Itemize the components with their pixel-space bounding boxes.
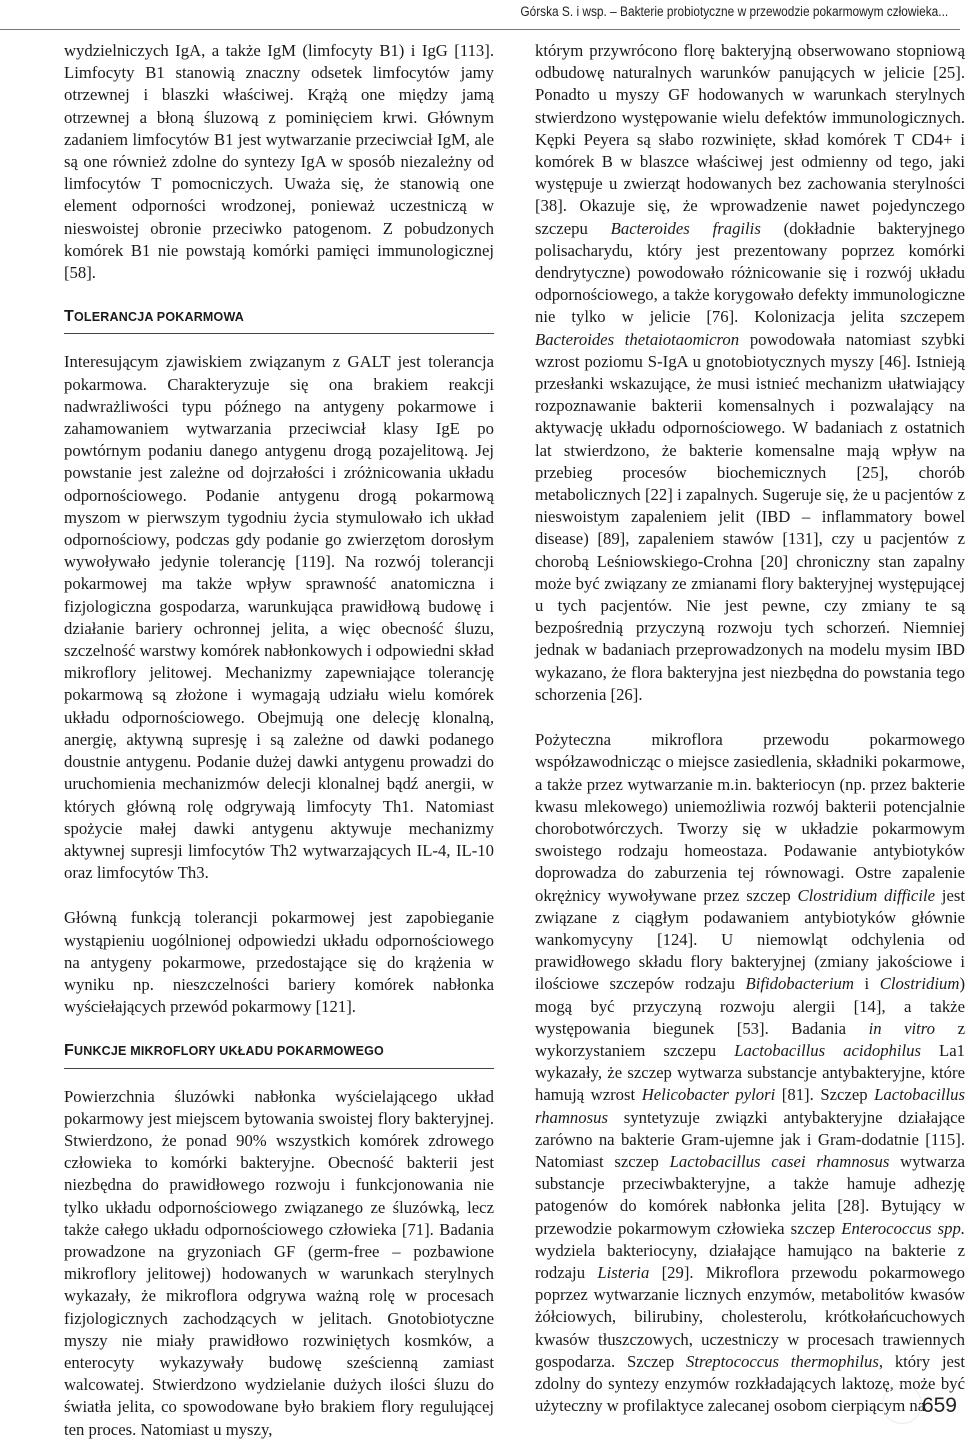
page-number: 659 xyxy=(921,1394,957,1417)
paragraph: Pożyteczna mikroflora przewodu pokarmowego współzawodnicząc o miejsce zasiedlenia, składniki pokarmowe, a także przez wytwarzanie m.in. bakteriocyn (np. przez bakterie kwasu mlekowego) uniemożliwia rozwój bakterii potencjalnie chorobotwórczych. Tworzy się w układzie pokarmowym swoistego rodzaju homeostaza. Podawanie antybiotyków doprowadza do zaburzenia tej równowagi. Ostre zapalenie okrężnicy wywoływane przez szczep Clostridium difficile jest związane z ciągłym podawaniem antybiotyków głównie wankomycyny [124]. U niemowląt odchylenia od prawidłowego składu flory bakteryjnej (zmiany jakościowe i ilościowe szczepów rodzaju Bifidobacterium i Clostridium) mogą być przyczyną rozwoju alergii [14], a także występowania biegunek [53]. Badania in vitro z wykorzystaniem szczepu Lactobacillus acidophilus La1 wykazały, że szczep wytwarza substancje antybakteryjne, które hamują wzrost Helicobacter pylori [81]. Szczep Lactobacillus rhamnosus syntetyzuje związki antybakteryjne działające zarówno na bakterie Gram-ujemne jak i Gram-dodatnie [115]. Natomiast szczep Lactobacillus casei rhamnosus wytwarza substancje przeciwbakteryjne, a także hamuje adhezję patogenów do komórek nabłonka jelita [28]. Bytujący w przewodzie pokarmowym człowieka szczep Enterococcus spp. wydziela bakteriocyny, działające hamująco na bakterie z rodzaju Listeria [29]. Mikroflora przewodu pokarmowego poprzez wytwarzanie licznych enzymów, metabolitów kwasów żółciowych, bilirubiny, cholesterolu, krótkołańcuchowych kwasów tłuszczowych, uczestniczy w procesach trawiennych gospodarza. Szczep Streptococcus thermophilus, który jest zdolny do syntezy enzymów rozkładających laktozę, może być użyteczny w profilaktyce zalecanej osobom cierpiącym na xyxy=(535,730,965,1416)
header-rule xyxy=(0,29,960,30)
paragraph: Powierzchnia śluzówki nabłonka wyścielającego układ pokarmowy jest miejscem bytowania swoistej flory bakteryjnej. Stwierdzono, że ponad 90% wszystkich komórek zdrowego człowieka to komórki bakteryjne. Obecność bakterii jest niezbędna do prawidłowego rozwoju i funkcjonowania nie tylko układu odpornościowego związanego ze śluzówką, lecz także całego układu odpornościowego człowieka [71]. Badania prowadzone na gryzoniach GF (germ-free – pozbawione mikroflory jelitowej) hodowanych w warunkach sterylnych wykazały, że mikroflora odgrywa ważną rolę w procesach fizjologicznych zachodzących w jelitach. Gnotobiotyczne myszy nie miały prawidłowo rozwiniętych kosmków, a enterocyty wykazywały budowę sześcienną zamiast walcowatej. Stwierdzono wydzielanie dużych ilości śluzu do światła jelita, co spowodowane było brakiem flory regulującej ten proces. Natomiast u myszy, xyxy=(64,1086,494,1439)
species-name: Bifidobacterium xyxy=(745,974,854,994)
species-name: Clostridium difficile xyxy=(797,885,936,905)
section-heading-funkcje: FUNKCJE MIKROFLORY UKŁADU POKARMOWEGO xyxy=(64,1040,494,1068)
running-header xyxy=(0,0,960,30)
species-name: Clostridium xyxy=(879,974,960,994)
species-name: Lactobacillus rhamnosus xyxy=(535,1085,965,1127)
running-title: Górska S. i wsp. – Bakterie probiotyczne w przewodzie pokarmowym człowieka... xyxy=(520,4,948,19)
paragraph: którym przywrócono florę bakteryjną obserwowano stopniową odbudowę naturalnych warunków panujących w jelicie [25]. Ponadto u myszy GF hodowanych w warunkach sterylnych stwierdzono występowanie wielu defektów immunologicznych. Kępki Peyera są słabo rozwinięte, skład komórek T CD4+ i komórek B w blaszce właściwej jest odmienny od tego, jaki występuje u zwierząt hodowanych bez zachowania sterylności [38]. Okazuje się, że wprowadzenie nawet pojedynczego szczepu Bacteroides fragilis (dokładnie bakteryjnego polisacharydu, który jest prezentowany poprzez komórki dendrytyczne) powodowało różnicowanie się i rozwój układu odpornościowego, a także korygowało defekty immunologiczne nie tylko w jelicie [76]. Kolonizacja jelita szczepem Bacteroides thetaiotaomicron powodowała natomiast szybki wzrost poziomu S-IgA u gnotobiotycznych myszy [46]. Istnieją przesłanki wskazujące, że musi istnieć mechanizm ułatwiający rozpoznawanie bakterii komensalnych i pozwalający na aktywację układu odpornościowego. W badaniach z ostatnich lat stwierdzono, że bakterie komensalne mają wpływ na przebieg procesów biochemicznych [25], chorób metabolicznych [22] i zapalnych. Sugeruje się, że u pacjentów z nieswoistym zapaleniem jelit (IBD – inflammatory bowel disease) [89], zapaleniem stawów [131], czy u pacjentów z chorobą Leśniowskiego-Crohna [20] chroniczny stan zapalny może być związany ze zmianami flory bakteryjnej występującej u tych pacjentów. Nie jest pewne, czy zmiany te są bezpośrednią przyczyną rozwoju tych schorzeń. Niemniej jednak w badaniach przeprowadzonych na modelu mysim IBD wykazano, że flora bakteryjna jest niezbędna do powstania tego schorzenia [26]. xyxy=(535,41,965,704)
watermark-icon xyxy=(882,1384,922,1424)
latin-term: in vitro xyxy=(868,1018,936,1038)
paragraph: wydzielniczych IgA, a także IgM (limfocyty B1) i IgG [113]. Limfocyty B1 stanowią znaczny odsetek limfocytów jamy otrzewnej i blaszki właściwej. Krążą one między jamą otrzewnej a błoną śluzową z pominięciem krwi. Głównym zadaniem limfocytów B1 jest wytwarzanie przeciwciał IgM, ale są one również zdolne do syntezy IgA w sposób niezależny od limfocytów T pomocniczych. Uważa się, że stanowią one element odporności wrodzonej, ponieważ uczestniczą w nieswoistej obronie przeciwko patogenom. Z pobudzonych komórek B1 nie powstają komórki pamięci immunologicznej [58]. xyxy=(64,41,494,283)
species-name: Bacteroides thetaiotaomicron xyxy=(535,329,740,349)
species-name: Enterococcus spp. xyxy=(841,1218,965,1238)
species-name: Bacteroides fragilis xyxy=(610,218,761,238)
left-column xyxy=(64,40,494,1441)
species-name: Listeria xyxy=(597,1262,650,1282)
section-heading-tolerancja: TOLERANCJA POKARMOWA xyxy=(64,306,494,334)
species-name: Helicobacter pylori xyxy=(641,1085,776,1105)
species-name: Lactobacillus casei rhamnosus xyxy=(669,1151,890,1171)
paragraph: Główną funkcją tolerancji pokarmowej jest zapobieganie wystąpieniu uogólnionej odpowiedzi układu odpornościowego na antygeny pokarmowe, przedostające się do krążenia w wyniku np. nieszczelności bariery komórek nabłonka wyściełających przewód pokarmowy [121]. xyxy=(64,908,494,1017)
right-column xyxy=(535,40,965,1417)
paragraph: Interesującym zjawiskiem związanym z GALT jest tolerancja pokarmowa. Charakteryzuje się ona brakiem reakcji nadwrażliwości typu późnego na antygeny pokarmowe i zahamowaniem wytwarzania przeciwciał klasy IgE po powtórnym podaniu danego antygenu drogą pozajelitową. Jej powstanie jest zależne od dojrzałości i zróżnicowania układu odpornościowego. Podanie antygenu drogą pokarmową myszom w pierwszym tygodniu życia stymulowało ich układ odpornościowy, podczas gdy podanie go zwierzętom dorosłym wywoływało jedynie tolerancję [119]. Na rozwój tolerancji pokarmowej ma także wpływ sprawność anatomiczna i fizjologiczna gospodarza, warunkująca prawidłową budowę i działanie bariery ochronnej jelita, a więc obecność śluzu, szczelność warstwy komórek nabłonkowych i odpowiedni skład mikroflory jelitowej. Mechanizmy zapewniające tolerancję pokarmową są złożone i wymagają udziału wielu komórek układu odpornościowego. Obejmują one delecję klonalną, anergię, aktywną supresję i są zależne od dawki podanego doustnie antygenu. Podanie dużej dawki antygenu prowadzi do uruchomienia mechanizmów delecji klonalnej bądź anergii, w których główną rolę odgrywają limfocyty Th1. Natomiast spożycie małej dawki antygenu aktywuje mechanizmy aktywnej supresji limfocytów Th2 wytwarzających IL-4, IL-10 oraz limfocytów Th3. xyxy=(64,352,494,883)
species-name: Lactobacillus acidophilus xyxy=(734,1040,921,1060)
species-name: Streptococcus thermophilus xyxy=(686,1351,879,1371)
